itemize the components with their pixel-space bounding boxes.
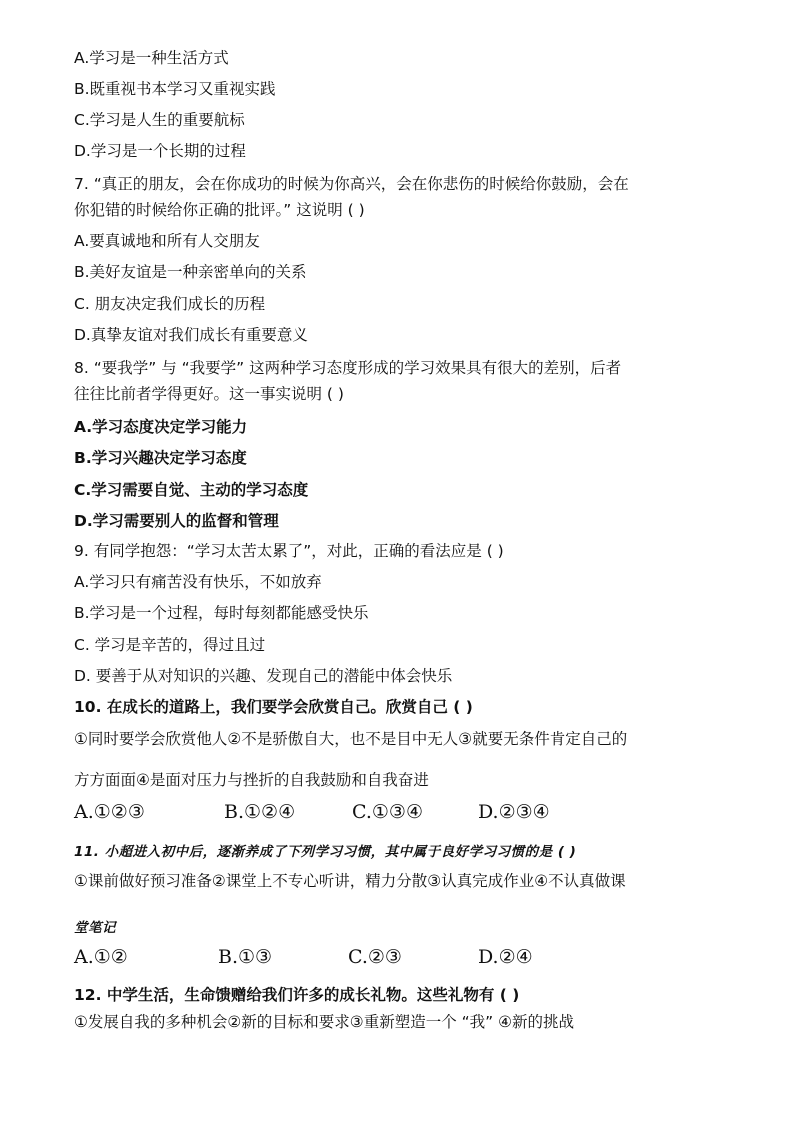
q11-option-d: D.②④ <box>478 946 533 968</box>
q9-option-b: B.学习是一个过程，每时每刻都能感受快乐 <box>74 604 369 622</box>
q7-option-b: B.美好友谊是一种亲密单向的关系 <box>74 263 307 281</box>
q6-option-d: D.学习是一个长期的过程 <box>74 142 246 160</box>
q10-items-line2: 方方面面④是面对压力与挫折的自我鼓励和自我奋进 <box>74 771 429 789</box>
q6-option-b: B.既重视书本学习又重视实践 <box>74 80 276 98</box>
q7-stem-line2: 你犯错的时候给你正确的批评。” 这说明 ( ) <box>74 201 365 219</box>
q8-stem-line2: 往往比前者学得更好。这一事实说明 ( ) <box>74 385 344 403</box>
q11-option-c: C.②③ <box>348 946 402 968</box>
q7-option-d: D.真挚友谊对我们成长有重要意义 <box>74 326 308 344</box>
q9-option-c: C. 学习是辛苦的，得过且过 <box>74 636 266 654</box>
q6-option-c: C.学习是人生的重要航标 <box>74 111 245 129</box>
q9-stem: 9. 有同学抱怨：“学习太苦太累了”，对此，正确的看法应是 ( ) <box>74 542 504 560</box>
q7-stem-line1: 7. “真正的朋友，会在你成功的时候为你高兴，会在你悲伤的时候给你鼓励，会在 <box>74 175 629 193</box>
q8-option-d: D.学习需要别人的监督和管理 <box>74 512 279 530</box>
q11-option-b: B.①③ <box>218 946 273 968</box>
q11-stem: 11. 小超进入初中后，逐渐养成了下列学习习惯，其中属于良好学习习惯的是 ( ) <box>74 844 577 860</box>
q11-items-line1: ①课前做好预习准备②课堂上不专心听讲，精力分散③认真完成作业④不认真做课 <box>74 872 626 890</box>
q8-option-a: A.学习态度决定学习能力 <box>74 418 248 436</box>
q10-option-a: A.①②③ <box>74 801 145 823</box>
q10-option-b: B.①②④ <box>224 801 296 823</box>
q10-items-line1: ①同时要学会欣赏他人②不是骄傲自大，也不是目中无人③就要无条件肯定自己的 <box>74 730 628 748</box>
q10-option-c: C.①③④ <box>352 801 423 823</box>
q9-option-a: A.学习只有痛苦没有快乐，不如放弃 <box>74 573 322 591</box>
q11-items-line2: 堂笔记 <box>74 920 116 936</box>
q10-stem: 10. 在成长的道路上，我们要学会欣赏自己。欣赏自己 ( ) <box>74 698 473 716</box>
q9-option-d: D. 要善于从对知识的兴趣、发现自己的潜能中体会快乐 <box>74 667 453 685</box>
q6-option-a: A.学习是一种生活方式 <box>74 49 229 67</box>
q7-option-c: C. 朋友决定我们成长的历程 <box>74 295 266 313</box>
q11-option-a: A.①② <box>74 946 128 968</box>
q8-option-b: B.学习兴趣决定学习态度 <box>74 449 247 467</box>
q7-option-a: A.要真诚地和所有人交朋友 <box>74 232 260 250</box>
q12-items: ①发展自我的多种机会②新的目标和要求③重新塑造一个 “我” ④新的挑战 <box>74 1013 574 1031</box>
q8-stem-line1: 8. “要我学” 与 “我要学” 这两种学习态度形成的学习效果具有很大的差别，后者 <box>74 359 622 377</box>
q8-option-c: C.学习需要自觉、主动的学习态度 <box>74 481 309 499</box>
q12-stem: 12. 中学生活，生命馈赠给我们许多的成长礼物。这些礼物有 ( ) <box>74 986 520 1004</box>
q10-option-d: D.②③④ <box>478 801 550 823</box>
